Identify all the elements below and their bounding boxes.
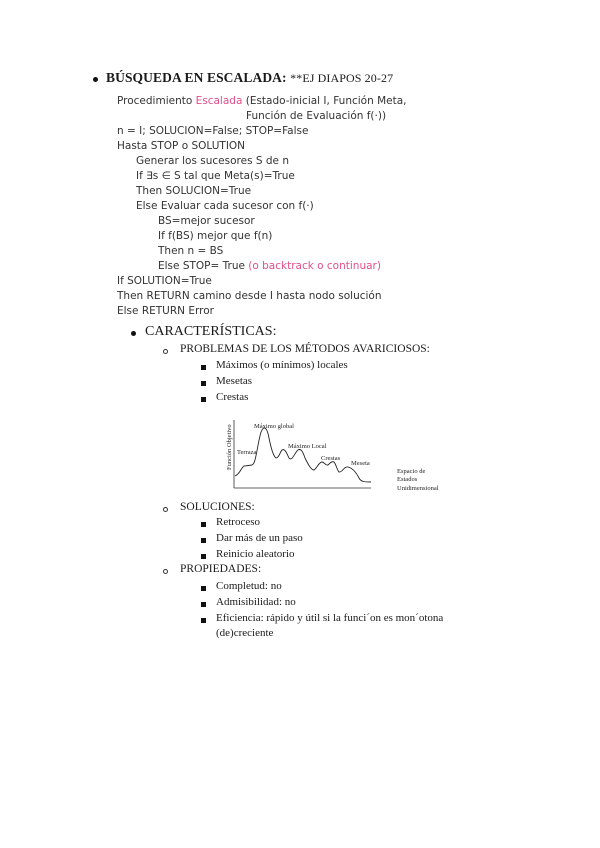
algo-line-12: Else STOP= True (o backtrack o continuar)	[158, 260, 381, 272]
bullet	[201, 522, 206, 527]
bullet	[163, 569, 168, 574]
bullet	[131, 331, 136, 336]
property-item: Eficiencia: rápido y útil si la funci´on es mon´otona	[216, 612, 444, 624]
solution-item: Retroceso	[216, 516, 260, 528]
algo-line-7: Then SOLUCION=True	[136, 185, 252, 197]
problem-item: Mesetas	[216, 375, 253, 387]
bullet	[163, 507, 168, 512]
label-local-max: Máximo Local	[288, 443, 327, 450]
algo-line-10: If f(BS) mejor que f(n)	[158, 230, 273, 242]
property-item: Admisibilidad: no	[216, 596, 296, 608]
algo-line-13: If SOLUTION=True	[117, 275, 212, 287]
algo-line-2: Función de Evaluación f(·))	[246, 110, 387, 122]
solution-item: Dar más de un paso	[216, 532, 303, 544]
problem-item: Crestas	[216, 391, 249, 403]
bullet	[201, 554, 206, 559]
property-item-continuation: (de)creciente	[216, 627, 274, 639]
state-space-figure	[225, 418, 455, 498]
label-plateau: Meseta	[351, 460, 370, 467]
property-item: Completud: no	[216, 580, 282, 592]
bullet	[201, 586, 206, 591]
problems-title: PROBLEMAS DE LOS MÉTODOS AVARICIOSOS:	[180, 343, 430, 355]
algo-line-9: BS=mejor sucesor	[158, 215, 255, 227]
section-title: BÚSQUEDA EN ESCALADA: **EJ DIAPOS 20-27	[106, 70, 394, 85]
bullet	[201, 397, 206, 402]
bullet	[201, 538, 206, 543]
algo-line-14: Then RETURN camino desde I hasta nodo solución	[117, 290, 382, 302]
figure-ylabel: Función Objetivo	[226, 424, 233, 470]
algo-line-4: Hasta STOP o SOLUTION	[117, 140, 246, 152]
solution-item: Reinicio aleatorio	[216, 548, 295, 560]
label-global-max: Máximo global	[254, 423, 294, 430]
bullet	[201, 618, 206, 623]
bullet	[201, 381, 206, 386]
label-xaxis-2: Estados	[397, 476, 418, 483]
algo-line-8: Else Evaluar cada sucesor con f(·)	[136, 200, 314, 212]
algo-line-11: Then n = BS	[158, 245, 224, 257]
properties-title: PROPIEDADES:	[180, 563, 262, 575]
label-terrace: Terraza	[237, 449, 257, 456]
algo-line-5: Generar los sucesores S de n	[136, 155, 289, 167]
label-xaxis-3: Unidimensional	[397, 485, 439, 492]
algo-line-15: Else RETURN Error	[117, 305, 214, 317]
label-xaxis-1: Espacio de	[397, 468, 426, 475]
bullet	[201, 365, 206, 370]
bullet	[201, 602, 206, 607]
label-ridges: Crestas	[321, 455, 341, 462]
algo-line-6: If ∃s ∈ S tal que Meta(s)=True	[136, 170, 295, 182]
solutions-title: SOLUCIONES:	[180, 501, 255, 513]
algo-line-3: n = I; SOLUCION=False; STOP=False	[117, 125, 309, 137]
bullet	[163, 349, 168, 354]
algo-line-1: Procedimiento Escalada (Estado-inicial I, Función Meta,	[117, 95, 407, 107]
bullet	[93, 77, 98, 82]
problem-item: Máximos (o mínimos) locales	[216, 359, 348, 371]
characteristics-title: CARACTERÍSTICAS:	[145, 324, 277, 339]
